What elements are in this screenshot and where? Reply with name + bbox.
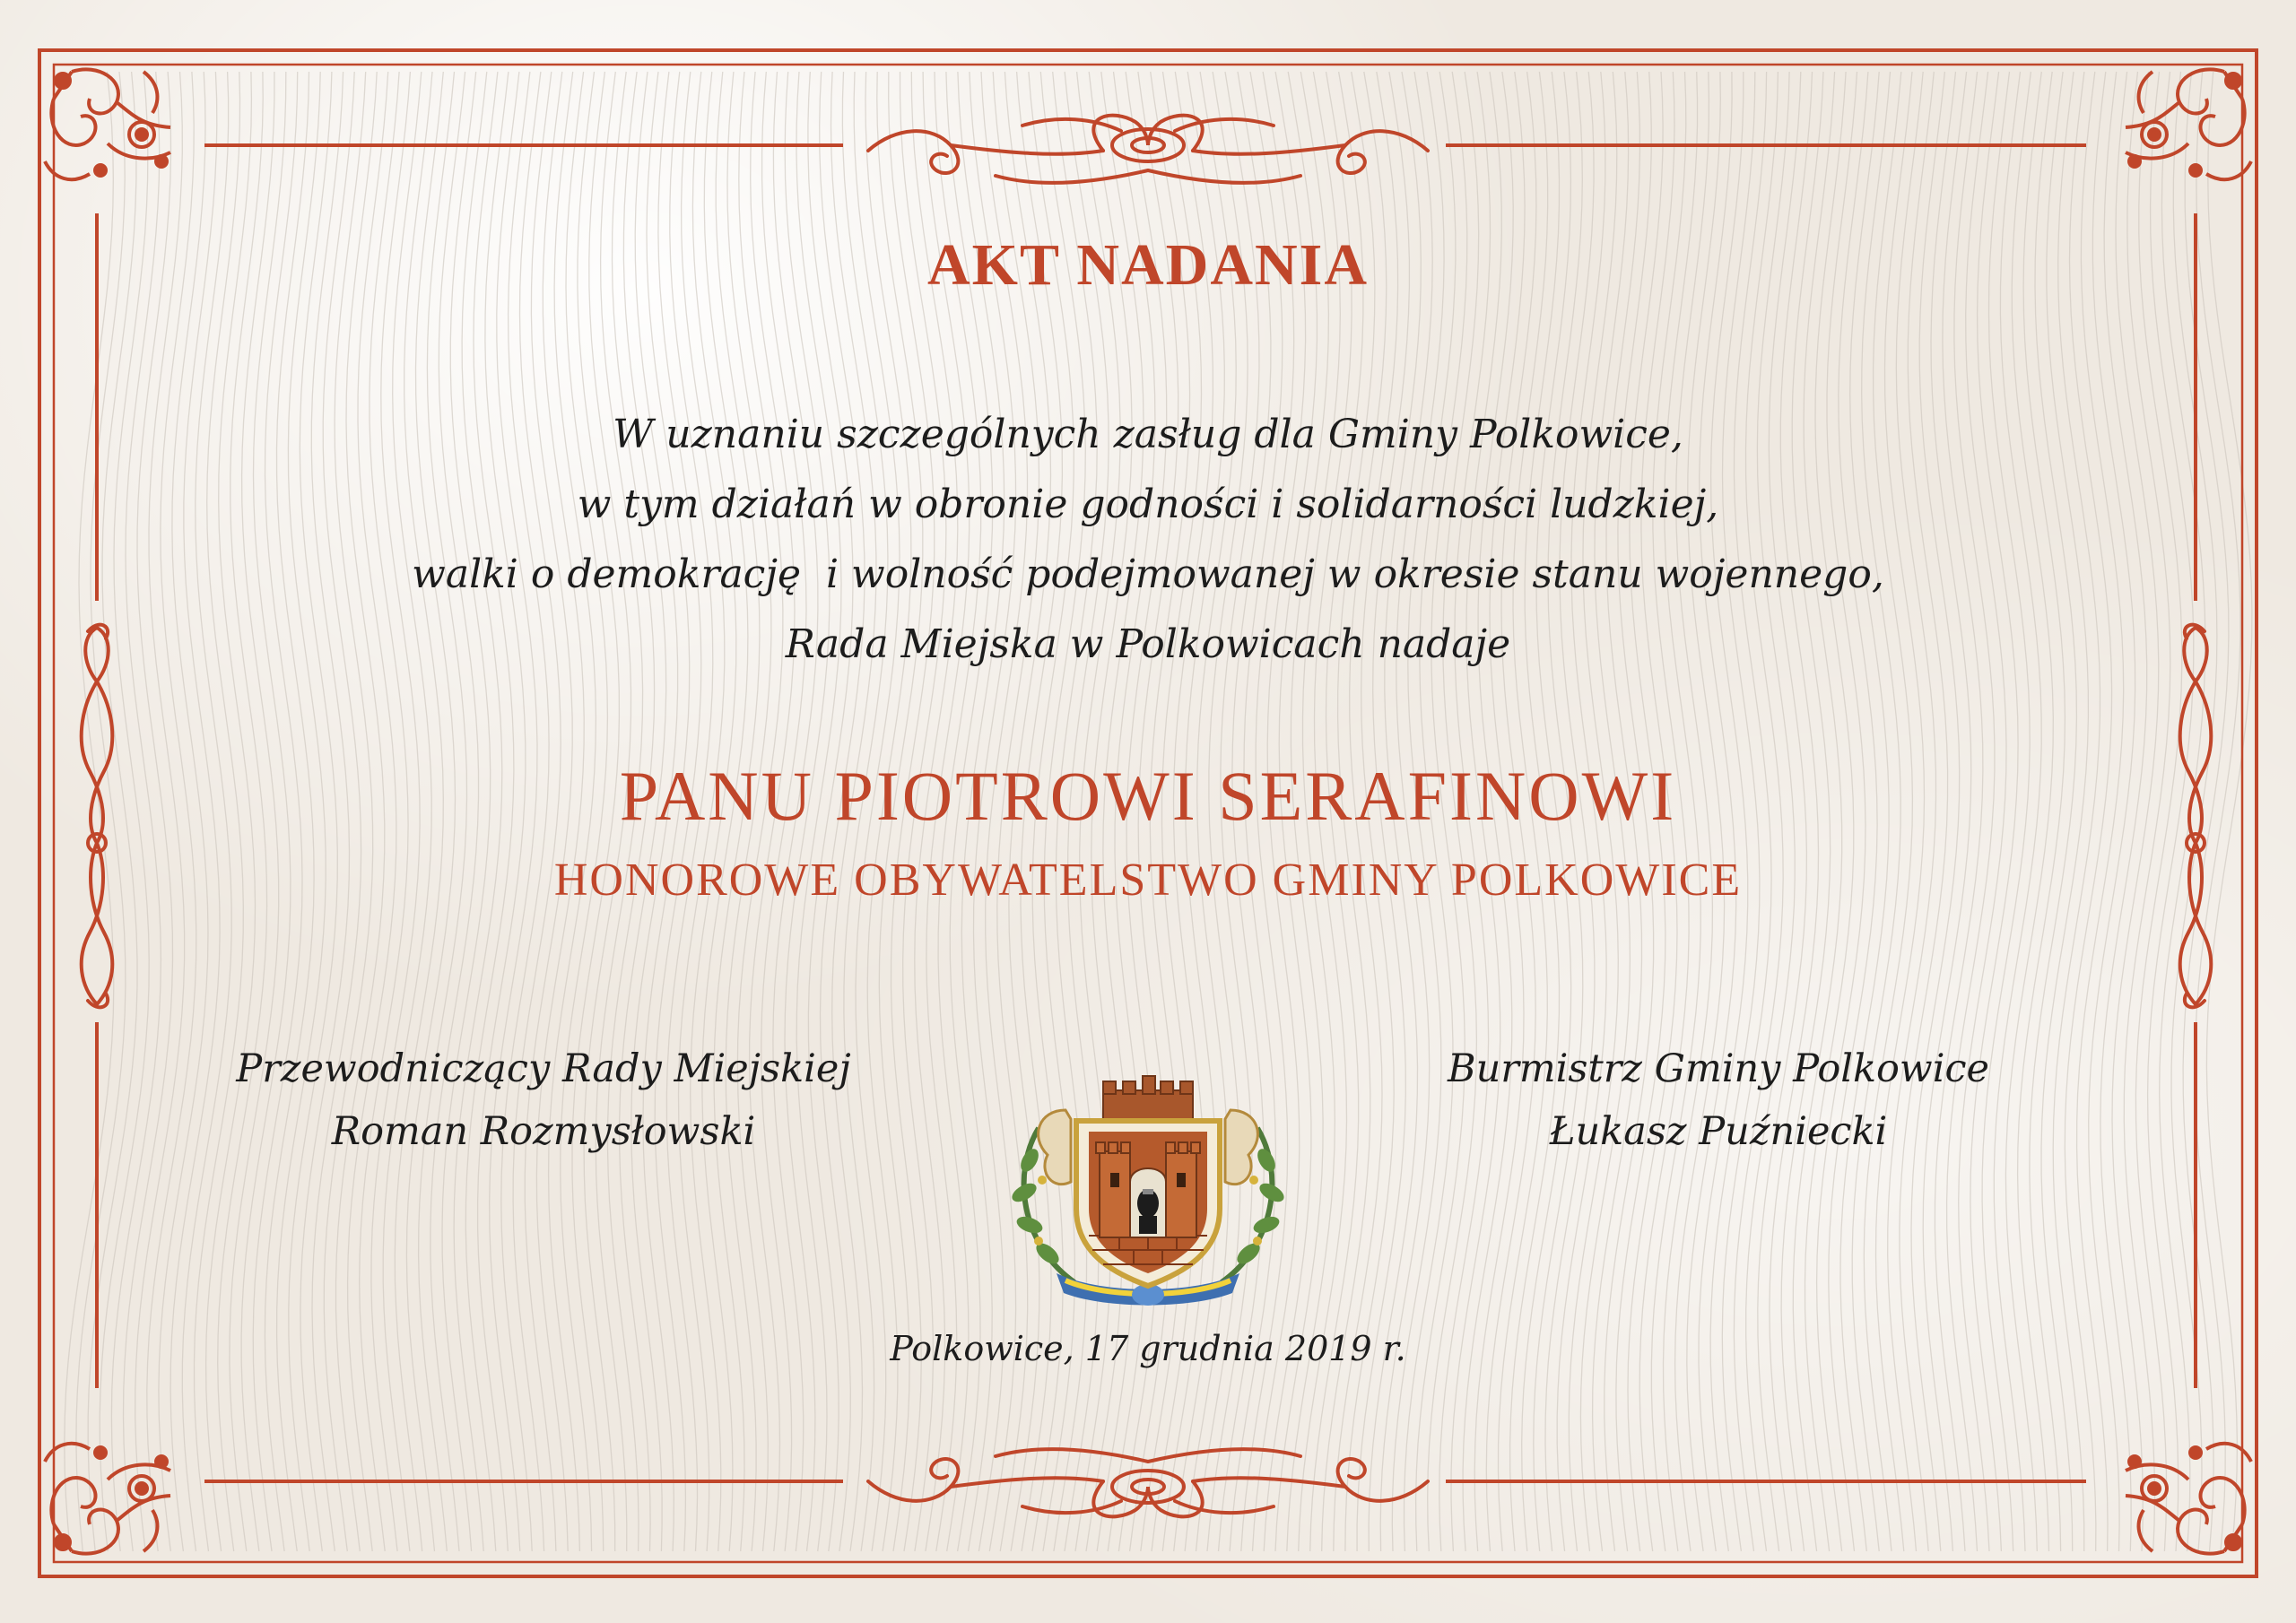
floral-ornament-icon (2126, 1444, 2251, 1554)
document-heading: AKT NADANIA (927, 232, 1369, 298)
honor-title: HONOROWE OBYWATELSTWO GMINY POLKOWICE (553, 855, 1743, 906)
citation-line: walki o demokrację i wolność podejmowanej w okresie stanu wojennego, (412, 551, 1884, 597)
bottom-flourish-ornament (868, 1449, 1428, 1516)
signatory-left-name: Roman Rozmysłowski (331, 1109, 756, 1154)
top-flourish-ornament (868, 116, 1428, 183)
castle-crown-icon (1103, 1076, 1193, 1121)
citation-line: Rada Miejska w Polkowicach nadaje (785, 621, 1511, 667)
knight-helmet-icon (1137, 1189, 1159, 1234)
corner-ornament-top-left (45, 69, 170, 179)
corner-ornament-top-right (2126, 69, 2251, 179)
signatory-left-title: Przewodniczący Rady Miejskiej (236, 1046, 851, 1091)
floral-ornament-icon (2126, 69, 2251, 179)
floral-ornament-icon (45, 69, 170, 179)
corner-ornament-bottom-right (2126, 1444, 2251, 1554)
corner-ornament-bottom-left (45, 1444, 170, 1554)
place-date: Polkowice, 17 grudnia 2019 r. (890, 1329, 1406, 1368)
citation-line: w tym działań w obronie godności i solidarności ludzkiej, (577, 482, 1719, 527)
signatory-right (1360, 1037, 2077, 1163)
citation-line: W uznaniu szczególnych zasług dla Gminy Polkowice, (613, 412, 1683, 457)
coat-of-arms-emblem (1003, 1074, 1293, 1316)
signatory-right-name: Łukasz Puźniecki (1549, 1109, 1888, 1154)
shield-icon (1076, 1121, 1220, 1286)
citation-paragraph (0, 400, 2296, 680)
signatory-left (185, 1037, 902, 1163)
signatory-right-title: Burmistrz Gminy Polkowice (1448, 1046, 1989, 1091)
floral-ornament-icon (45, 1444, 170, 1554)
recipient-name: PANU PIOTROWI SERAFINOWI (619, 757, 1677, 835)
